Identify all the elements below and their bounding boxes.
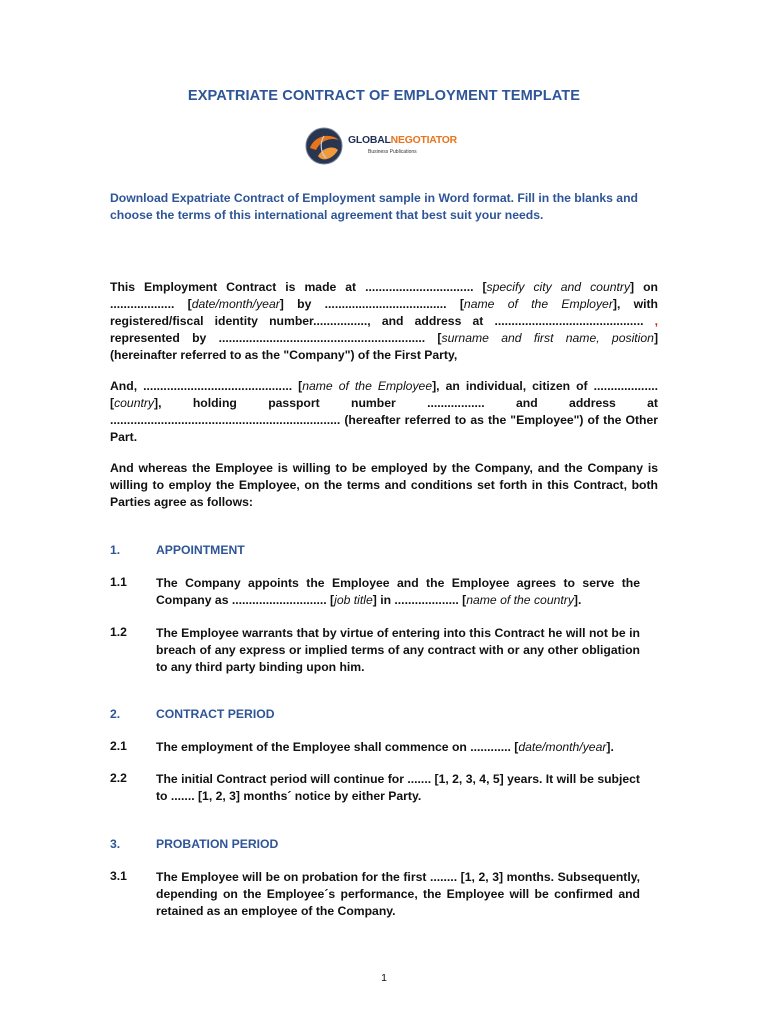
parties-paragraph-employee: And, ............................................ [name of the Employee], an individual, citizen of ................... [country], holding passport number ................. and address at .................................................................... (hereafter referred to as the "Employee") of the Other Part. <box>110 379 658 444</box>
clause-number: 1.2 <box>110 625 127 639</box>
section-number: 3. <box>110 837 121 851</box>
clause-number: 3.1 <box>110 869 127 883</box>
brand-subtitle: Business Publications <box>368 149 417 155</box>
brand-logo <box>304 124 468 168</box>
clause-1-1: The Company appoints the Employee and the Employee agrees to serve the Company as ............................ [job title] in ................... [name of the country]. <box>156 576 640 607</box>
brand-name: GLOBALNEGOTIATOR <box>348 135 457 146</box>
section-number: 1. <box>110 543 121 557</box>
section-number: 2. <box>110 707 121 721</box>
page-number: 1 <box>381 972 387 984</box>
globe-logo-icon <box>304 126 344 166</box>
section-title-contract-period: CONTRACT PERIOD <box>156 707 275 721</box>
clause-2-1: The employment of the Employee shall commence on ............ [date/month/year]. <box>156 740 614 754</box>
intro-text: Download Expatriate Contract of Employment sample in Word format. Fill in the blanks and choose the terms of this international agreement that best suit your needs. <box>110 191 638 222</box>
parties-paragraph-employer: This Employment Contract is made at ................................ [specify city and country] on ................... [date/month/year] by .................................... [name of the Employer], with registered/fiscal identity number................, and address at ............................................ , represented by ............................................................. [surname and first name, position] (hereinafter referred to as the "Company") of the First Party, <box>110 280 659 362</box>
section-title-appointment: APPOINTMENT <box>156 543 245 557</box>
clause-2-2: The initial Contract period will continue for ....... [1, 2, 3, 4, 5] years. It will be subject to ....... [1, 2, 3] months´ notice by either Party. <box>156 772 640 803</box>
clause-number: 2.1 <box>110 739 127 753</box>
document-title: EXPATRIATE CONTRACT OF EMPLOYMENT TEMPLATE <box>187 88 581 104</box>
clause-1-2: The Employee warrants that by virtue of entering into this Contract he will not be in breach of any express or implied terms of any contract with or any other obligation to any third party binding upon him. <box>156 626 640 674</box>
section-title-probation-period: PROBATION PERIOD <box>156 837 279 851</box>
clause-number: 2.2 <box>110 771 127 785</box>
clause-number: 1.1 <box>110 575 127 589</box>
clause-3-1: The Employee will be on probation for the first ........ [1, 2, 3] months. Subsequently, depending on the Employee´s performance, the Employee will be confirmed and retained as an employee of the Company. <box>156 870 640 918</box>
whereas-paragraph: And whereas the Employee is willing to be employed by the Company, and the Company is willing to employ the Employee, on the terms and conditions set forth in this Contract, both Parties agree as follows: <box>110 461 658 509</box>
